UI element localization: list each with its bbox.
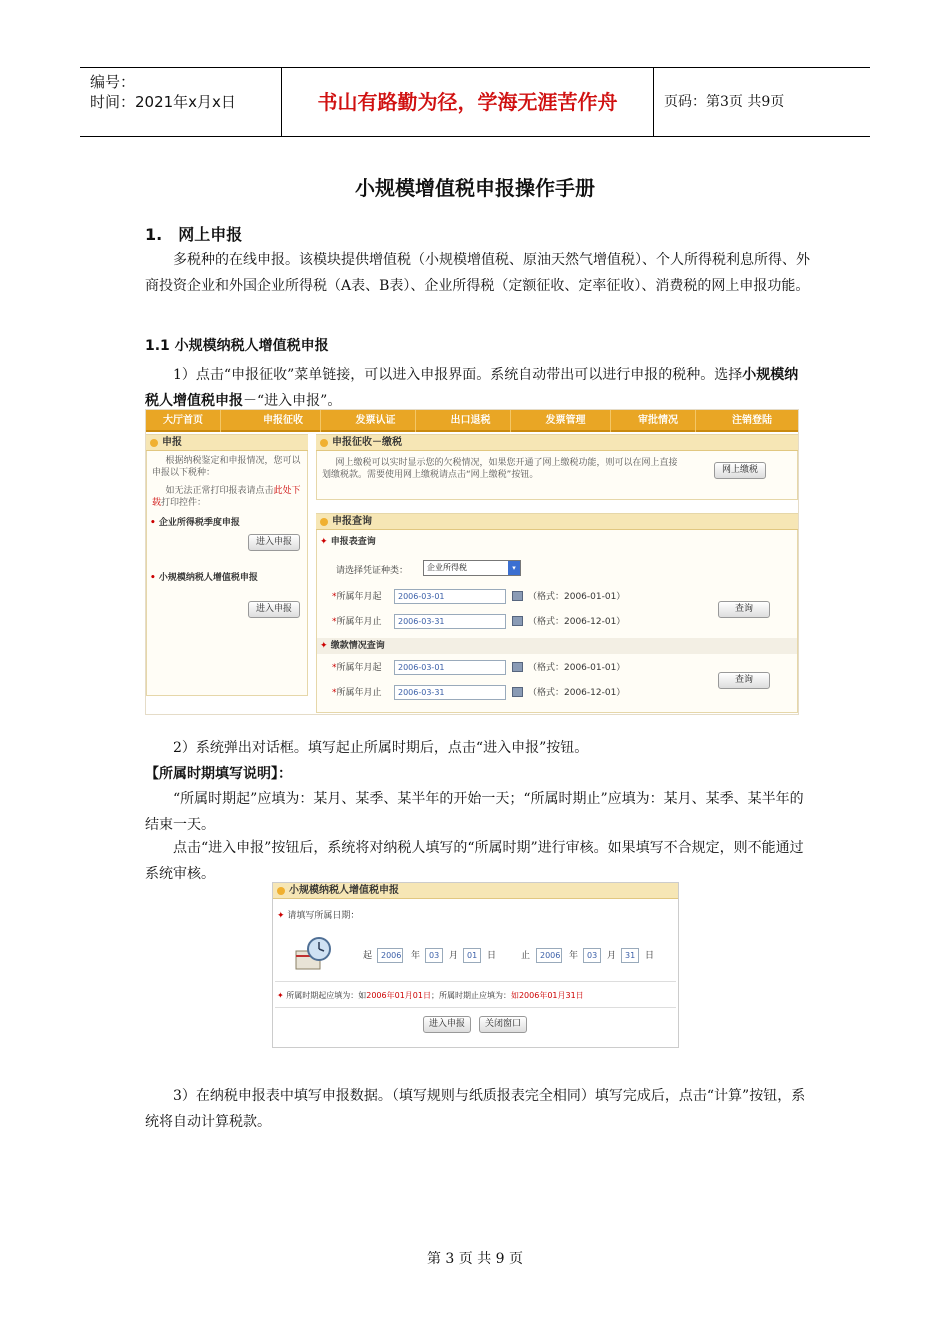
online-pay-button[interactable]: 网上缴税: [714, 462, 766, 479]
to-prefix: 止: [521, 951, 531, 961]
section-heading: 1. 网上申报: [145, 225, 243, 244]
sub-declare-query: ✦ 申报表查询: [320, 537, 376, 547]
from-input-1[interactable]: 2006-03-01: [394, 589, 506, 604]
chevron-down-icon: ▾: [508, 561, 520, 575]
query-button-2[interactable]: 查询: [718, 672, 770, 689]
period-note: ✦ 所属时期起应填为：如2006年01月01日；所属时期止应填为：如2006年01月31日: [277, 991, 584, 1000]
download-link[interactable]: 此处下载: [152, 486, 301, 508]
to-label-2: *所属年月止: [332, 688, 382, 698]
nav-logout[interactable]: 注销登陆: [732, 415, 772, 426]
nav-invoice-auth[interactable]: 发票认证: [336, 410, 416, 432]
doc-number: 编号：: [90, 73, 136, 91]
unit-year: 年: [411, 951, 421, 961]
enter-declare-button-1[interactable]: 进入申报: [248, 534, 300, 551]
format-hint: （格式：2006-01-01）: [528, 663, 626, 673]
sub-bar: [317, 638, 797, 654]
pay-panel-text: 网上缴税可以实时显示您的欠税情况，如果您开通了网上缴税功能，则可以在网上直接划缴税款。需要使用网上缴税请点击“网上缴税”按钮。: [322, 458, 678, 480]
query-panel-header: 申报查询: [316, 514, 798, 530]
screenshot-period-dialog: [272, 882, 679, 1048]
header-meta: [80, 68, 282, 136]
dialog-close-button[interactable]: 关闭窗口: [479, 1016, 527, 1033]
calendar-icon[interactable]: [512, 616, 523, 626]
calendar-icon[interactable]: [512, 591, 523, 601]
to-year-input[interactable]: 2006: [536, 948, 562, 963]
item-corp-income-tax: • 企业所得税季度申报: [150, 518, 240, 528]
step2-paragraph: 2）系统弹出对话框。填写起止所属时期后，点击“进入申报”按钮。: [173, 740, 589, 756]
unit-year: 年: [569, 951, 579, 961]
print-control-text: 如无法正常打印报表请点击此处下载打印控件：: [152, 486, 301, 508]
sub-payment-query: ✦ 缴款情况查询: [320, 641, 385, 651]
from-input-2[interactable]: 2006-03-01: [394, 660, 506, 675]
step1-bold: 小规模纳税人增值税申报: [145, 367, 799, 409]
from-label-1: *所属年月起: [332, 592, 382, 602]
calendar-icon[interactable]: [512, 662, 523, 672]
page-footer: 第 3 页 共 9 页: [426, 1251, 524, 1267]
format-hint: （格式：2006-12-01）: [528, 688, 626, 698]
doc-date: 时间：2021年x月x日: [90, 93, 236, 111]
arrow-icon: ✦: [320, 537, 328, 547]
select-label: 请选择凭证种类：: [336, 566, 409, 576]
dialog-enter-button[interactable]: 进入申报: [423, 1016, 471, 1033]
note-paragraph-1: “所属时期起”应填为：某月、某季、某半年的开始一天；“所属时期止”应填为：某月、某季、某半年的结束一天。: [145, 791, 804, 833]
step3-paragraph: 3）在纳税申报表中填写申报数据。（填写规则与纸质报表完全相同）填写完成后，点击“计算”按钮，系统将自动计算税款。: [145, 1088, 806, 1130]
subsection-heading: 1.1 小规模纳税人增值税申报: [145, 338, 329, 354]
format-hint: （格式：2006-01-01）: [528, 592, 626, 602]
dialog-header: 小规模纳税人增值税申报: [273, 883, 678, 899]
item-small-vat: • 小规模纳税人增值税申报: [150, 573, 258, 583]
nav-approval[interactable]: 审批情况: [621, 410, 696, 432]
dialog-prompt: ✦ 请填写所属日期：: [277, 911, 360, 921]
left-panel-text: 根据纳税鉴定和申报情况，您可以申报以下税种：: [152, 456, 301, 478]
arrow-icon: ✦: [320, 641, 328, 651]
arrow-icon: ✦: [277, 911, 285, 921]
nav-declare[interactable]: 申报征收: [246, 410, 321, 432]
pay-panel-header: 申报征收－缴税: [316, 435, 798, 451]
note-title: 【所属时期填写说明】：: [145, 766, 292, 782]
to-day-input[interactable]: 31: [621, 948, 639, 963]
screenshot-tax-portal: [145, 409, 799, 715]
from-month-input[interactable]: 03: [425, 948, 443, 963]
nav-bar: [146, 410, 798, 432]
nav-invoice-mgmt[interactable]: 发票管理: [521, 410, 611, 432]
left-panel-header: 申报: [146, 435, 308, 451]
clock-calendar-icon: [295, 935, 333, 973]
page-header: [80, 67, 870, 137]
from-label-2: *所属年月起: [332, 663, 382, 673]
header-page-info: 页码：第3页 共9页: [664, 94, 785, 110]
bullet-icon: •: [150, 518, 156, 528]
step1-paragraph: 1）点击“申报征收”菜单链接，可以进入申报界面。系统自动带出可以进行申报的税种。选择小规模纳税人增值税申报－“进入申报”。: [145, 367, 799, 409]
from-year-input[interactable]: 2006: [377, 948, 403, 963]
doc-title: 小规模增值税申报操作手册: [355, 176, 595, 200]
query-button-1[interactable]: 查询: [718, 601, 770, 618]
from-day-input[interactable]: 01: [463, 948, 481, 963]
format-hint: （格式：2006-12-01）: [528, 617, 626, 627]
section-paragraph: 多税种的在线申报。该模块提供增值税（小规模增值税、原油天然气增值税）、个人所得税利息所得、外商投资企业和外国企业所得税（A表、B表）、企业所得税（定额征收、定率征收）、消费税的网上申报功能。: [145, 252, 810, 294]
nav-export-refund[interactable]: 出口退税: [431, 410, 511, 432]
nav-home[interactable]: 大厅首页: [146, 410, 221, 432]
bullet-icon: •: [150, 573, 156, 583]
header-motto: 书山有路勤为径，学海无涯苦作舟: [282, 68, 654, 136]
calendar-icon[interactable]: [512, 687, 523, 697]
to-input-1[interactable]: 2006-03-31: [394, 614, 506, 629]
from-prefix: 起: [363, 951, 373, 961]
unit-month: 月: [607, 951, 617, 961]
to-month-input[interactable]: 03: [583, 948, 601, 963]
divider: [275, 1007, 676, 1008]
divider: [275, 981, 676, 982]
to-input-2[interactable]: 2006-03-31: [394, 685, 506, 700]
note-paragraph-2: 点击“进入申报”按钮后，系统将对纳税人填写的“所属时期”进行审核。如果填写不合规定，则不能通过系统审核。: [145, 840, 804, 882]
to-label-1: *所属年月止: [332, 617, 382, 627]
voucher-type-select[interactable]: 企业所得税 ▾: [423, 560, 521, 576]
unit-day: 日: [487, 951, 497, 961]
unit-month: 月: [449, 951, 459, 961]
unit-day: 日: [645, 951, 655, 961]
enter-declare-button-2[interactable]: 进入申报: [248, 601, 300, 618]
